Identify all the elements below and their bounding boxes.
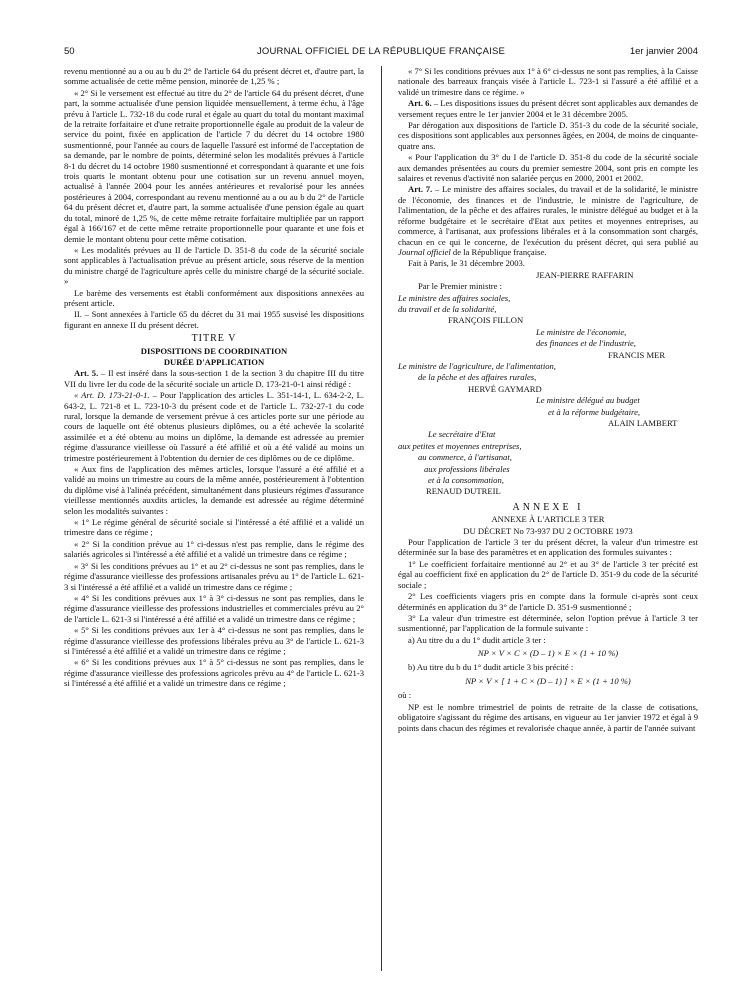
paragraph: Par dérogation aux dispositions de l'article D. 351-3 du code de la sécurité sociale, ces dispositions sont applicables aux personnes âgées, en 2004, de moins de cinquante-quatre ans.: [398, 120, 698, 151]
article-label: Art. 6.: [408, 98, 432, 109]
signatory-name: ALAIN LAMBERT: [608, 418, 678, 428]
paragraph: où :: [398, 690, 412, 701]
article-text: de la République française.: [450, 246, 547, 257]
list-item: « 4° Si les conditions prévues aux 1° à 3° ci-dessus ne sont pas remplies, dans le régime d'assurance vieillesse des professions industrielles et commerciales prévu au 2° de l'article L. 621-3 si l'intéressé a été affilié et a validé un trimestre dans ce régime ;: [64, 592, 364, 624]
minister-title: Le ministre des affaires sociales,: [398, 292, 511, 303]
signatory-name: FRANÇOIS FILLON: [448, 315, 524, 326]
list-item: « 5° Si les conditions prévues aux 1er à 4° ci-dessus ne sont pas remplies, dans le régime d'assurance vieillesse des professions libérales prévu au 3° de l'article L. 621-3 si l'intéressé a été affilié et a validé un trimestre dans ce régime ;: [64, 625, 364, 656]
paragraph: II. – Sont annexées à l'article 65 du décret du 31 mai 1955 susvisé les dispositions figurant en annexe II du présent décret.: [64, 309, 364, 330]
formula-b: NP × V × [ 1 + C × (D – 1) ] × E × (1 + 10 %): [465, 675, 631, 686]
paragraph: « Les modalités prévues au II de l'article D. 351-8 du code de la sécurité sociale sont applicables à l'actualisation prévue au présent article, sous réserve de la mention du ministre chargé de l'agriculture après celle du ministre chargé de la sécurité sociale. »: [64, 244, 364, 287]
paragraph: 2° Les coefficients viagers pris en compte dans la formule ci-après sont ceux déterminés en application du 3° de l'article D. 351-9 susmentionné ;: [398, 591, 698, 612]
article-label: « Art. D. 173-21-0-1.: [74, 390, 150, 401]
paragraph: « Aux fins de l'application des mêmes articles, lorsque l'assuré a été affilié et a validé au moins un trimestre au cours de la même année, postérieurement à l'obtention du diplôme visé à l'alinéa précédent, simultanément dans plusieurs régimes d'assurance vieillesse mentionnés auxdits articles, la demande est adressée au régime déterminé selon les modalités suivantes :: [64, 464, 364, 516]
paragraph: Le barème des versements est établi conformément aux dispositions annexées au présent article.: [64, 287, 364, 308]
signature-place-date: Fait à Paris, le 31 décembre 2003.: [408, 258, 525, 269]
minister-title: de la pêche et des affaires rurales,: [418, 372, 537, 383]
minister-title: aux petites et moyennes entreprises,: [398, 440, 522, 451]
list-item: « 2° Si la condition prévue au 1° ci-dessus n'est pas remplie, dans le régime des salariés agricoles si l'intéressé a été affilié et a validé un trimestre dans ce régime ;: [64, 538, 364, 560]
minister-title: Le ministre de l'agriculture, de l'alimentation,: [398, 360, 556, 371]
column-divider: [381, 66, 382, 971]
formula-label: a) Au titre du a du 1° dudit article 3 ter :: [408, 634, 546, 645]
article-text: – Pour l'application des articles L. 351-14-1, L. 634-2-2, L. 643-2, L. 721-8 et L. 723-10-3 du présent code et de l'article L. 732-27-1 du code rural, lorsque la demande de versement prévue à ces articles porte sur une période au cours de laquelle ont été obtenus plusieurs diplômes, ou a été achevée la scolarité assimilée et a été obtenu au moins un diplôme, la demande est adressée au premier régime d'assurance vieillesse où l'assuré a été affilié et où a été validé au moins un trimestre postérieurement à l'obtention du dernier de ces diplômes ou de ce diplôme.: [64, 390, 364, 463]
article-label: Art. 5.: [74, 368, 99, 379]
issue-date: 1er janvier 2004: [629, 46, 698, 57]
paragraph: Pour l'application de l'article 3 ter du présent décret, la valeur d'un trimestre est déterminée sur la base des paramètres et en application des formules suivantes :: [398, 537, 698, 558]
list-item: « 7° Si les conditions prévues aux 1° à 6° ci-dessus ne sont pas remplies, à la Caisse nationale des barreaux français visée à l'article L. 723-1 si l'assuré a été affilié et a validé un trimestre dans ce régime. »: [398, 66, 698, 97]
left-column: [64, 66, 364, 690]
section-subtitle: DURÉE D'APPLICATION: [163, 356, 265, 367]
minister-title: et à la réforme budgétaire,: [548, 406, 641, 417]
minister-title: du travail et de la solidarité,: [398, 303, 497, 314]
minister-title: aux professions libérales: [424, 463, 510, 474]
paragraph: revenu mentionné au a ou au b du 2° de l'article 64 du présent décret et, d'autre part, la somme actualisée de cette même pension, minorée de 1,25 % ;: [64, 66, 364, 87]
article-7: [398, 184, 698, 257]
paragraph: NP est le nombre trimestriel de points de retraite de la classe de cotisations, obligatoire s'agissant du régime des artisans, en vigueur au 1er janvier 1972 et égal à 9 points dans chacun des régimes et revalorisée chaque année, à partir de l'année suivant: [398, 701, 698, 733]
annex-subtitle: DU DÉCRET No 73-937 DU 2 OCTOBRE 1973: [463, 525, 633, 536]
page-number: 50: [64, 46, 75, 57]
list-item: « 3° Si les conditions prévues au 1° et au 2° ci-dessus ne sont pas remplies, dans le régime d'assurance vieillesse des professions artisanales prévu au 1° de l'article L. 621-3 si l'intéressé a été affilié et a validé un trimestre dans ce régime ;: [64, 560, 364, 592]
paragraph: 1° Le coefficient forfaitaire mentionné au 2° et au 3° de l'article 3 ter précité est égal au coefficient fixé en application du 2° de l'article D. 351-9 du code de la sécurité sociale ;: [398, 558, 698, 590]
page-header: [64, 46, 698, 62]
signatory-name: HERVÉ GAYMARD: [468, 383, 542, 394]
article-label: Art. 7.: [408, 184, 433, 195]
paragraph: 3° La valeur d'un trimestre est déterminée, selon l'option prévue à l'article 3 ter susmentionné, par l'application de la formule suivante :: [398, 612, 698, 634]
minister-title: Le ministre de l'économie,: [536, 326, 627, 337]
article-text: – Le ministre des affaires sociales, du travail et de la solidarité, le ministre de l'économie, des finances et de l'industrie, le ministre de l'agriculture, de l'alimentation, de la pêche et des affaires rurales, le ministre délégué au budget et à la réforme budgétaire et le secrétaire d'Etat aux petites et moyennes entreprises, au commerce, à l'artisanat, aux professions libérales et à la consommation sont chargés, chacun en ce qui le concerne, de l'exécution du présent décret, qui sera publié au: [398, 184, 698, 247]
article-d: [64, 390, 364, 463]
minister-title: Le secrétaire d'Etat: [428, 429, 496, 440]
list-item: « 6° Si les conditions prévues aux 1° à 5° ci-dessus ne sont pas remplies, dans le régime d'assurance vieillesse des professions agricoles prévu au 4° de l'article L. 621-3 si l'intéressé a été affilié et a validé un trimestre dans ce régime ;: [64, 657, 364, 689]
signatory-name: JEAN-PIERRE RAFFARIN: [536, 269, 634, 280]
formula-a: NP × V × C × (D – 1) × E × (1 + 10 %): [477, 648, 619, 659]
minister-title: et à la consommation,: [428, 475, 504, 486]
journal-title: JOURNAL OFFICIEL DE LA RÉPUBLIQUE FRANÇAISE: [256, 46, 506, 57]
paragraph: « Pour l'application du 3° du I de l'article D. 351-8 du code de la sécurité sociale aux demandes présentées au cours du premier semestre 2004, sont pris en compte les salaires et revenus d'activité non salariée perçus en 2000, 2001 et 2002.: [398, 152, 698, 184]
signatory-name: RENAUD DUTREIL: [426, 486, 501, 497]
section-title: TITRE V: [191, 333, 237, 345]
article-5: [64, 368, 364, 389]
signature-line: Par le Premier ministre :: [418, 281, 503, 292]
section-subtitle: DISPOSITIONS DE COORDINATION: [140, 345, 288, 356]
minister-title: au commerce, à l'artisanat,: [418, 452, 512, 463]
minister-title: des finances et de l'industrie,: [536, 338, 636, 349]
annex-subtitle: ANNEXE À L'ARTICLE 3 TER: [491, 514, 605, 525]
minister-title: Le ministre délégué au budget: [536, 395, 640, 406]
article-text: – Les dispositions issues du présent décret sont applicables aux demandes de versement reçues entre le 1er janvier 2004 et le 31 décembre 2005.: [398, 98, 699, 119]
right-column: [398, 66, 698, 734]
paragraph: « 2° Si le versement est effectué au titre du 2° de l'article 64 du présent décret, d'une part, la somme actualisée d'une pension liquidée mensuellement, à terme échu, à l'âge prévu à l'article L. 732-18 du code rural et égale au quart du total du montant maximal de la retraite forfaitaire et d'une retraite proportionnelle égale au produit de la valeur de service du point, fixée en application de l'article 7 du décret du 14 octobre 1980 susmentionné, pour l'année au cours de laquelle l'assuré est informé de l'acceptation de sa demande, par le nombre de points, déterminé selon les modalités prévues à l'article 8-1 du décret du 14 octobre 1980 susmentionné et correspondant à quarante et une fois trois quarts le montant obtenu pour une cotisation sur un revenu annuel moyen, actualisé à l'année 2004 pour les années antérieures et revalorisé pour les années postérieures à 2004, correspondant au revenu mentionné au a ou au b du 2° de l'article 64 du présent décret et, d'autre part, la somme actualisée d'une pension égale au quart du total, minoré de 1,25 %, de cette même retraite forfaitaire multipliée par un rapport égal à 166/167 et de cette même retraite proportionnelle pour quarante et une fois et demie le montant obtenu pour cette même cotisation.: [64, 87, 364, 244]
journal-reference: Journal officiel: [398, 246, 451, 257]
article-text: – Il est inséré dans la sous-section 1 de la section 3 du chapitre III du titre VII du livre Ier du code de la sécurité sociale un article D. 173-21-0-1 ainsi rédigé :: [64, 368, 364, 389]
signatory-name: FRANCIS MER: [608, 349, 666, 360]
annex-title: ANNEXE I: [512, 501, 584, 513]
article-6: [398, 98, 698, 119]
formula-label: b) Au titre du b du 1° dudit article 3 bis précité :: [408, 661, 574, 672]
list-item: « 1° Le régime général de sécurité sociale si l'intéressé a été affilié et a validé un trimestre dans ce régime ;: [64, 517, 364, 538]
